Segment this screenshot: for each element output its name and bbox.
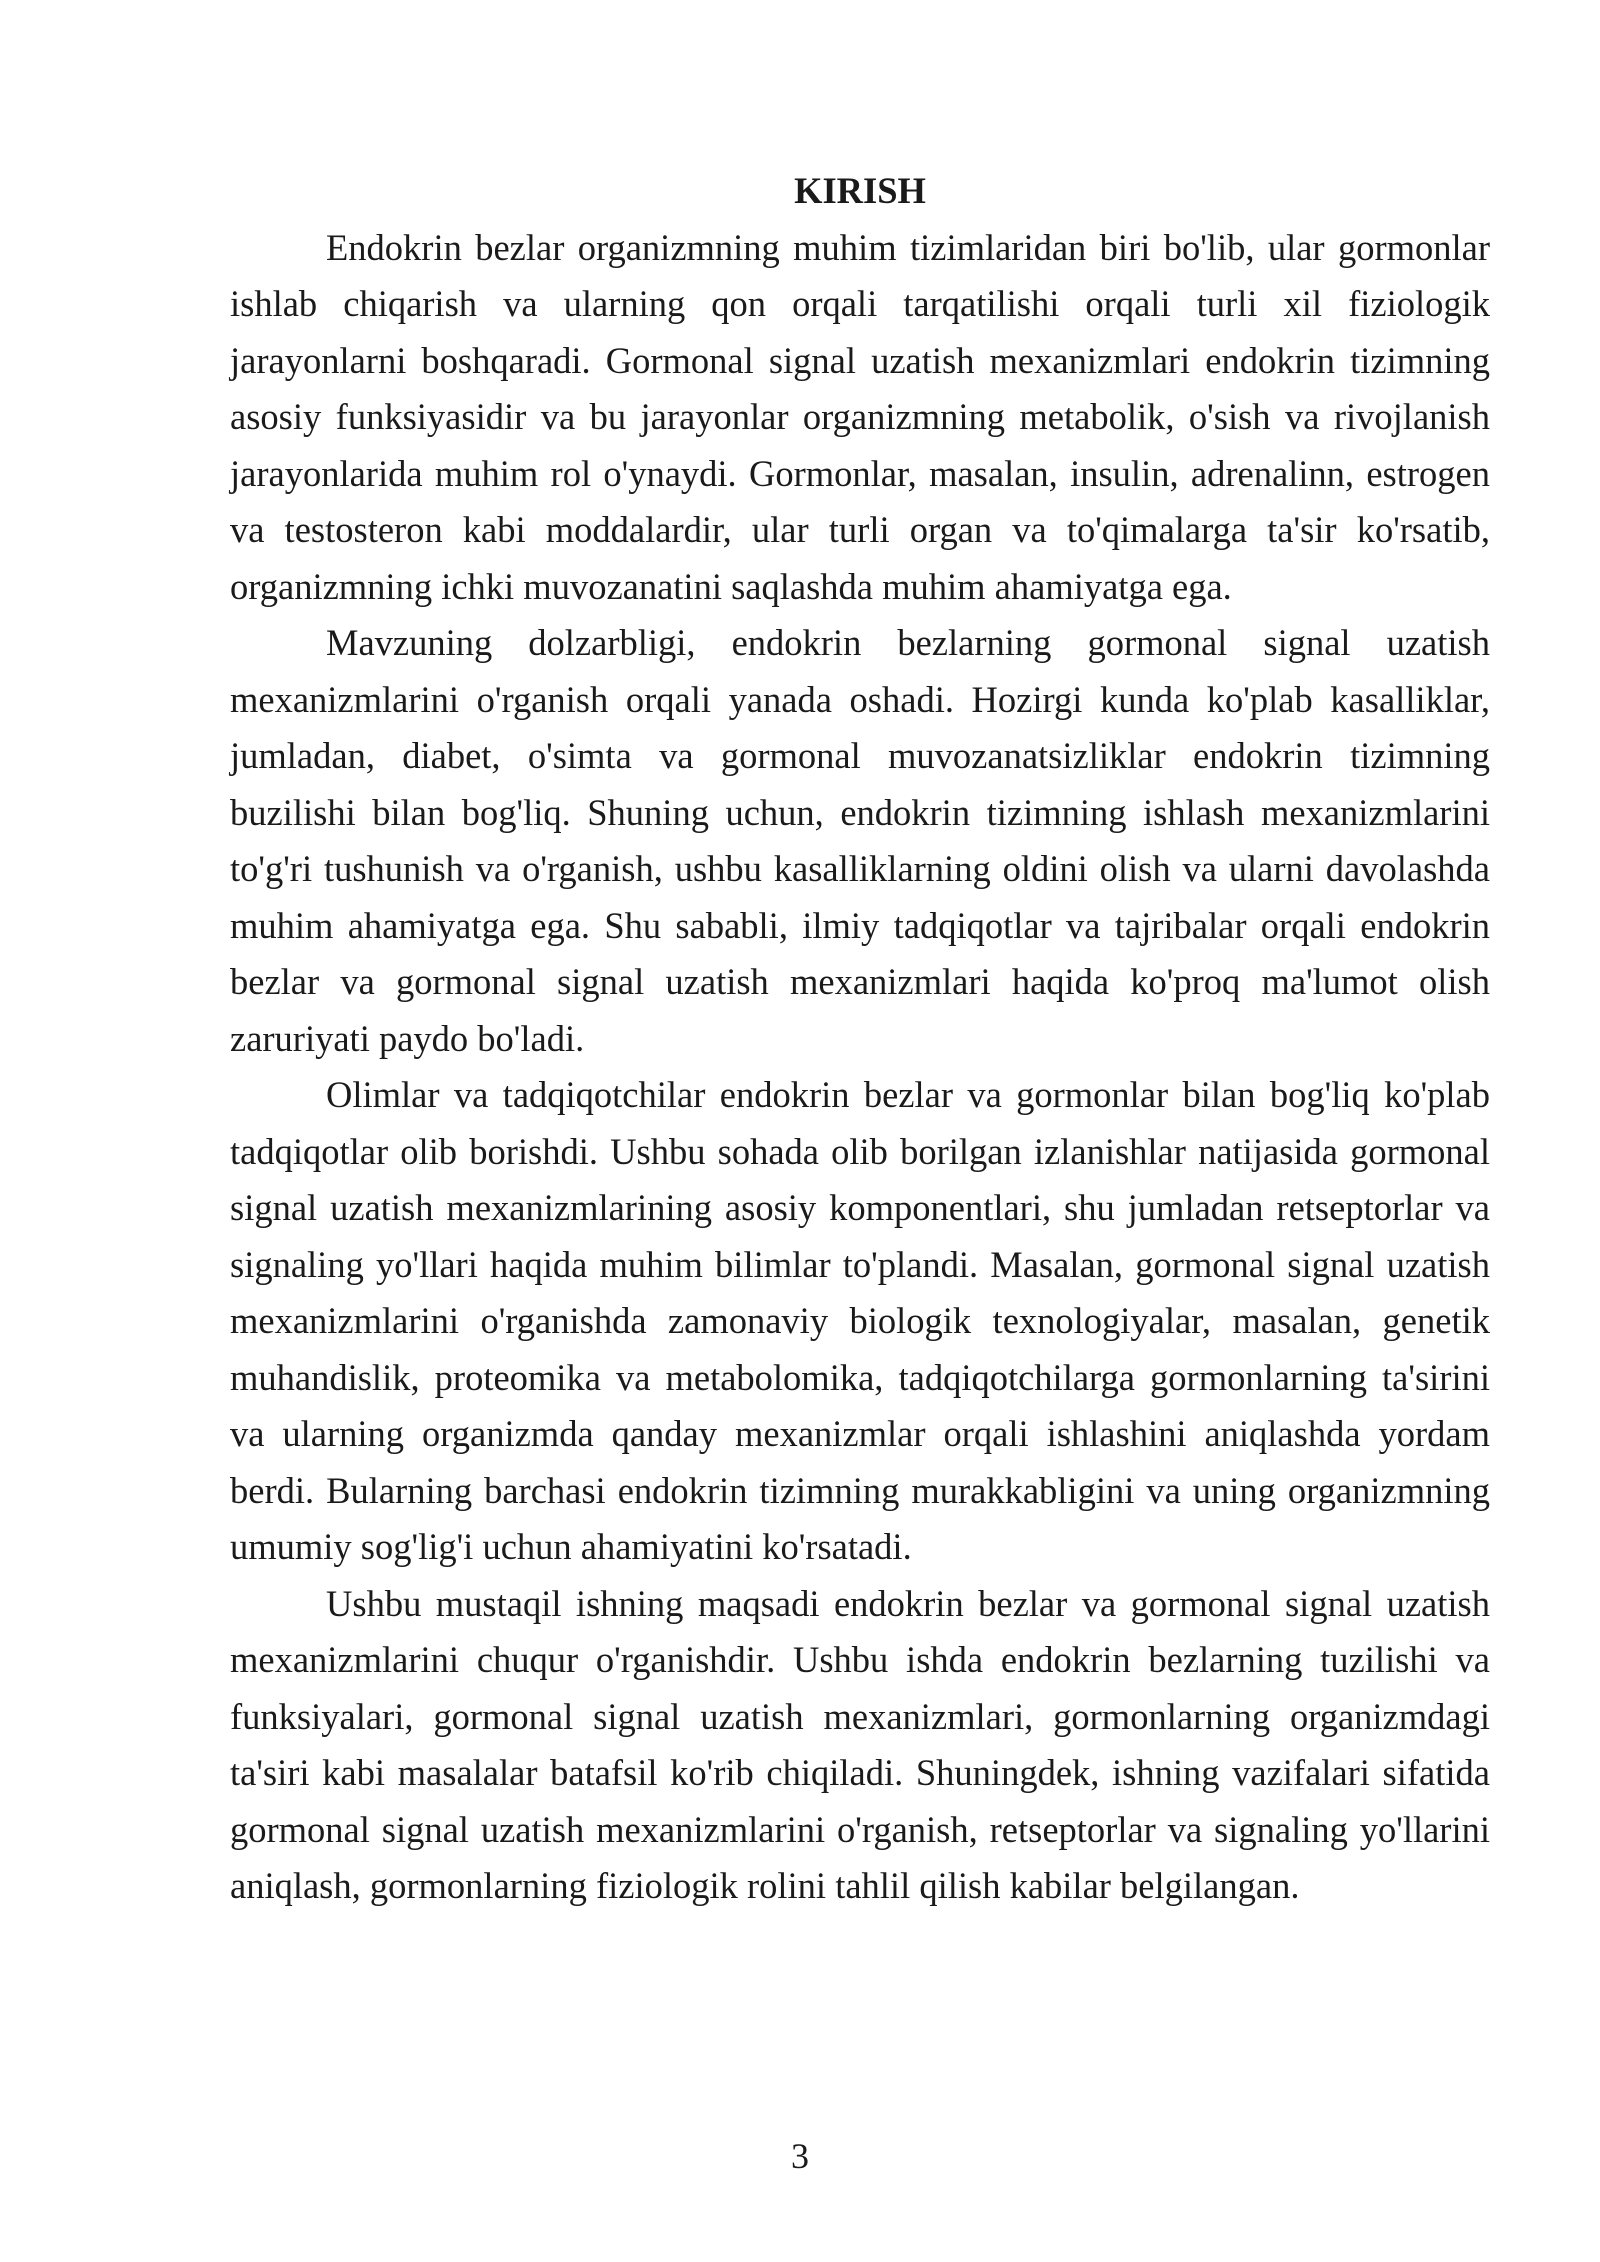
paragraph-intro: Endokrin bezlar organizmning muhim tizimlaridan biri bo'lib, ular gormonlar ishlab chiqarish va ularning qon orqali tarqatilishi orqali turli xil fiziologik jarayonlarni boshqaradi. Gormonal signal uzatish mexanizmlari endokrin tizimning asosiy funksiyasidir va bu jarayonlar organizmning metabolik, o'sish va rivojlanish jarayonlarida muhim rol o'ynaydi. Gormonlar, masalan, insulin, adrenalinn, estrogen va testosteron kabi moddalardir, ular turli organ va to'qimalarga ta'sir ko'rsatib, organizmning ichki muvozanatini saqlashda muhim ahamiyatga ega. — [230, 226, 1490, 607]
page-number: 3 — [791, 2136, 809, 2176]
section-title: KIRISH — [794, 170, 926, 211]
paragraph-research: Olimlar va tadqiqotchilar endokrin bezlar va gormonlar bilan bog'liq ko'plab tadqiqotlar olib borishdi. Ushbu sohada olib borilgan izlanishlar natijasida gormonal signal uzatish mexanizmlarining asosiy komponentlari, shu jumladan retseptorlar va signaling yo'llari haqida muhim bilimlar to'plandi. Masalan, gormonal signal uzatish mexanizmlarini o'rganishda zamonaviy biologik texnologiyalar, masalan, genetik muhandislik, proteomika va metabolomika, tadqiqotchilarga gormonlarning ta'sirini va ularning organizmda qanday mexanizmlar orqali ishlashini aniqlashda yordam berdi. Bularning barchasi endokrin tizimning murakkabligini va uning organizmning umumiy sog'lig'i uchun ahamiyatini ko'rsatadi. — [230, 1074, 1490, 1567]
page-content — [230, 163, 1490, 1915]
paragraph-goal: Ushbu mustaqil ishning maqsadi endokrin bezlar va gormonal signal uzatish mexanizmlarini chuqur o'rganishdir. Ushbu ishda endokrin bezlarning tuzilishi va funksiyalari, gormonal signal uzatish mexanizmlari, gormonlarning organizmdagi ta'siri kabi masalalar batafsil ko'rib chiqiladi. Shuningdek, ishning vazifalari sifatida gormonal signal uzatish mexanizmlarini o'rganish, retseptorlar va signaling yo'llarini aniqlash, gormonlarning fiziologik rolini tahlil qilish kabilar belgilangan. — [230, 1582, 1490, 1906]
paragraph-relevance: Mavzuning dolzarbligi, endokrin bezlarning gormonal signal uzatish mexanizmlarini o'rganish orqali yanada oshadi. Hozirgi kunda ko'plab kasalliklar, jumladan, diabet, o'simta va gormonal muvozanatsizliklar endokrin tizimning buzilishi bilan bog'liq. Shuning uchun, endokrin tizimning ishlash mexanizmlarini to'g'ri tushunish va o'rganish, ushbu kasalliklarning oldini olish va ularni davolashda muhim ahamiyatga ega. Shu sababli, ilmiy tadqiqotlar va tajribalar orqali endokrin bezlar va gormonal signal uzatish mexanizmlari haqida ko'proq ma'lumot olish zaruriyati paydo bo'ladi. — [230, 622, 1490, 1059]
